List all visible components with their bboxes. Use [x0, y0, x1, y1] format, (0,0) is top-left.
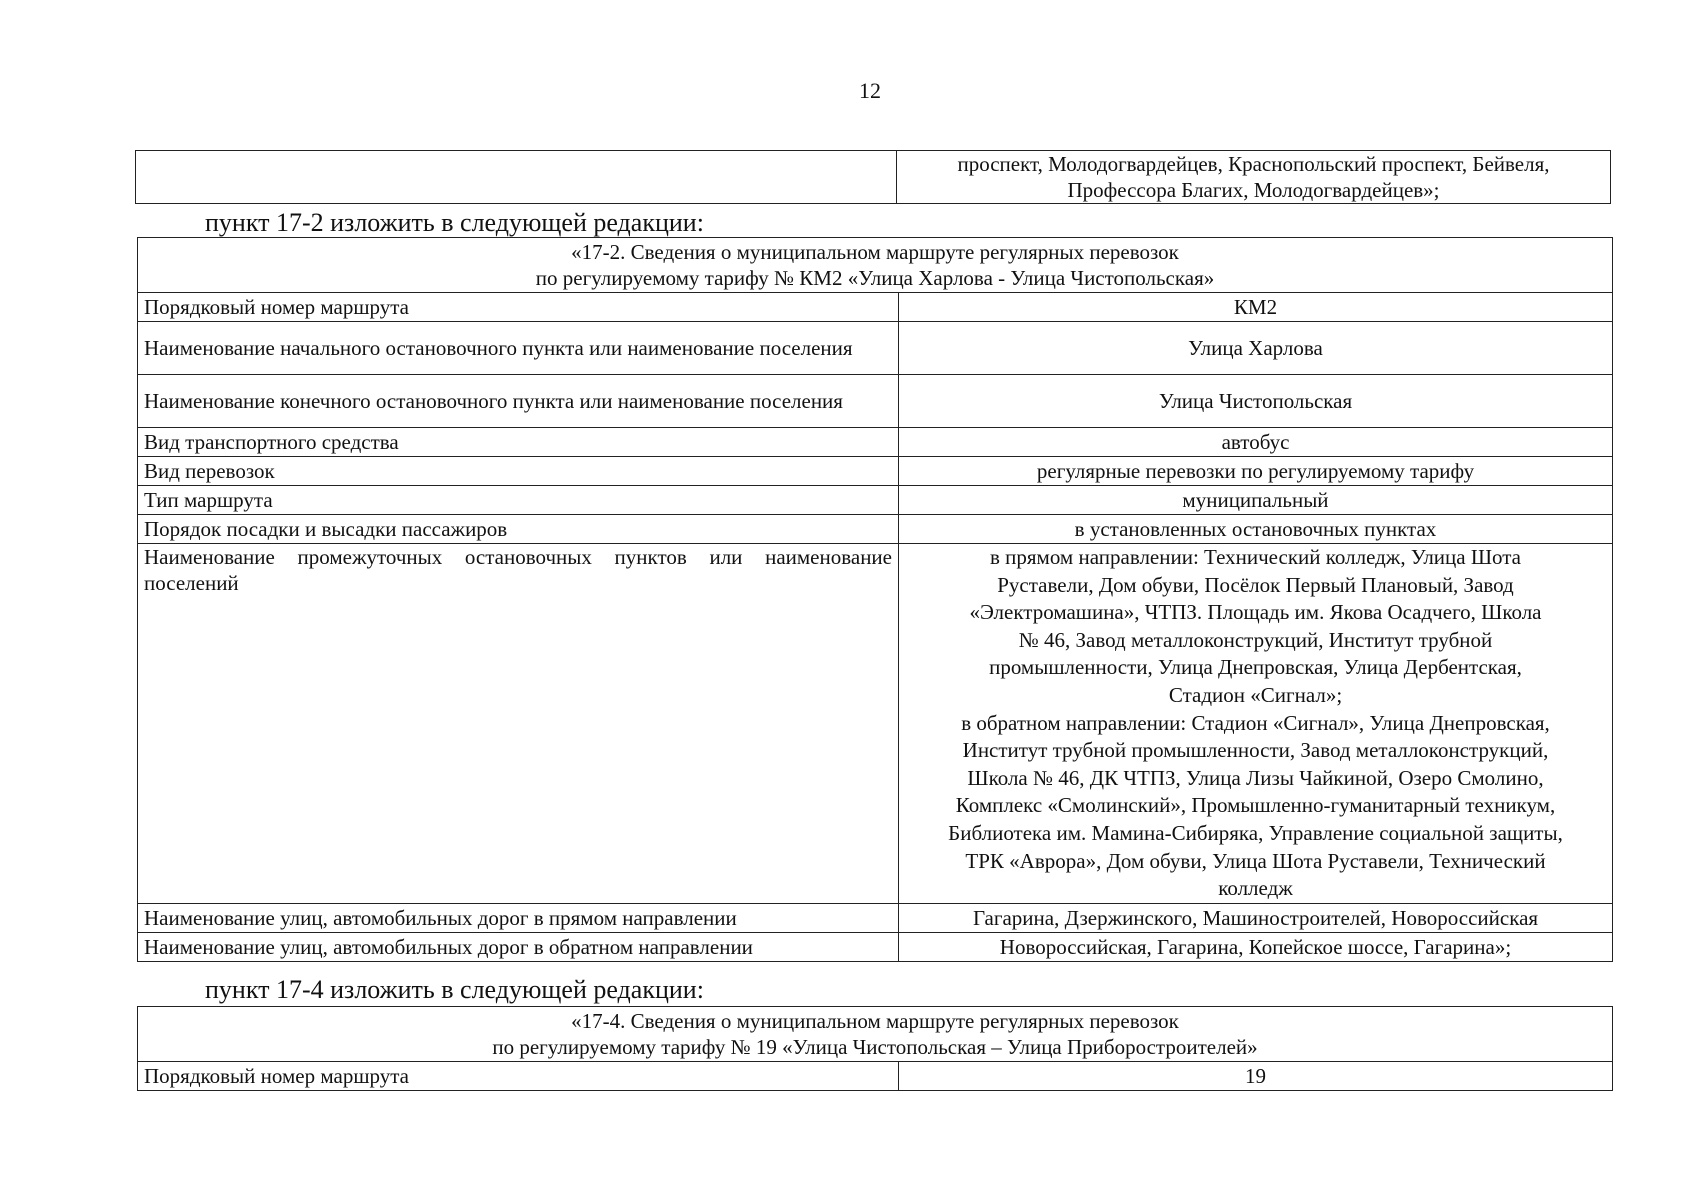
row-value: автобус — [899, 428, 1613, 457]
continuation-right-cell: проспект, Молодогвардейцев, Краснопольский проспект, Бейвеля, Профессора Благих, Молодогвардейцев»; — [897, 151, 1611, 204]
row-label: Вид перевозок — [138, 457, 899, 486]
table-row — [138, 903, 1613, 932]
table-caption — [138, 238, 1613, 293]
caption-line-2: по регулируемому тарифу № 19 «Улица Чистопольская – Улица Приборостроителей» — [492, 1035, 1258, 1059]
route-table-17-2 — [137, 237, 1613, 962]
table-caption-row — [138, 238, 1613, 293]
table-row — [138, 544, 1613, 904]
caption-line-1: «17-2. Сведения о муниципальном маршруте регулярных перевозок — [571, 240, 1179, 264]
table-row — [138, 457, 1613, 486]
paragraph-17-4: пункт 17-4 изложить в следующей редакции: — [205, 975, 704, 1004]
table-row — [138, 932, 1613, 961]
route-table-17-4 — [137, 1006, 1613, 1091]
row-label: Наименование начального остановочного пункта или наименование поселения — [138, 322, 899, 375]
row-value: Гагарина, Дзержинского, Машиностроителей, Новороссийская — [899, 903, 1613, 932]
row-value: Новороссийская, Гагарина, Копейское шоссе, Гагарина»; — [899, 932, 1613, 961]
caption-line-1: «17-4. Сведения о муниципальном маршруте регулярных перевозок — [571, 1009, 1179, 1033]
row-value: КМ2 — [899, 293, 1613, 322]
table-row — [136, 151, 1611, 204]
table-row — [138, 1062, 1613, 1091]
row-label: Порядок посадки и высадки пассажиров — [138, 515, 899, 544]
paragraph-17-2: пункт 17-2 изложить в следующей редакции: — [205, 208, 704, 237]
row-value: в установленных остановочных пунктах — [899, 515, 1613, 544]
table-row — [138, 486, 1613, 515]
row-value: Улица Харлова — [899, 322, 1613, 375]
row-label: Наименование улиц, автомобильных дорог в прямом направлении — [138, 903, 899, 932]
row-label: Наименование конечного остановочного пункта или наименование поселения — [138, 375, 899, 428]
continuation-table — [135, 150, 1611, 204]
row-label: Порядковый номер маршрута — [138, 293, 899, 322]
table-caption — [138, 1007, 1613, 1062]
table-row — [138, 428, 1613, 457]
table-caption-row — [138, 1007, 1613, 1062]
row-value: в прямом направлении: Технический колледж, Улица Шота Руставели, Дом обуви, Посёлок Первый Плановый, Завод «Электромашина», ЧТПЗ. Площадь им. Якова Осадчего, Школа № 46, Завод металлоконструкций, Институт трубной промышленности, Улица Днепровская, Улица Дербентская, Стадион «Сигнал»; в обратном направлении: Стадион «Сигнал», Улица Днепровская, Институт трубной промышленности, Завод металлоконструкций, Школа № 46, ДК ЧТПЗ, Улица Лизы Чайкиной, Озеро Смолино, Комплекс «Смолинский», Промышленно-гуманитарный техникум, Библиотека им. Мамина-Сибиряка, Управление социальной защиты, ТРК «Аврора», Дом обуви, Улица Шота Руставели, Технический колледж — [899, 544, 1613, 904]
continuation-left-cell — [136, 151, 897, 204]
table-row — [138, 515, 1613, 544]
row-label: Тип маршрута — [138, 486, 899, 515]
row-value: муниципальный — [899, 486, 1613, 515]
table-row — [138, 293, 1613, 322]
table-row — [138, 322, 1613, 375]
row-value: регулярные перевозки по регулируемому тарифу — [899, 457, 1613, 486]
row-label: Наименование улиц, автомобильных дорог в обратном направлении — [138, 932, 899, 961]
row-value: 19 — [899, 1062, 1613, 1091]
row-label: Вид транспортного средства — [138, 428, 899, 457]
row-label: Порядковый номер маршрута — [138, 1062, 899, 1091]
row-label: Наименование промежуточных остановочных пунктов или наименование поселений — [138, 544, 899, 904]
caption-line-2: по регулируемому тарифу № КМ2 «Улица Харлова - Улица Чистопольская» — [535, 266, 1215, 290]
row-value: Улица Чистопольская — [899, 375, 1613, 428]
table-row — [138, 375, 1613, 428]
page-number: 12 — [859, 78, 881, 103]
